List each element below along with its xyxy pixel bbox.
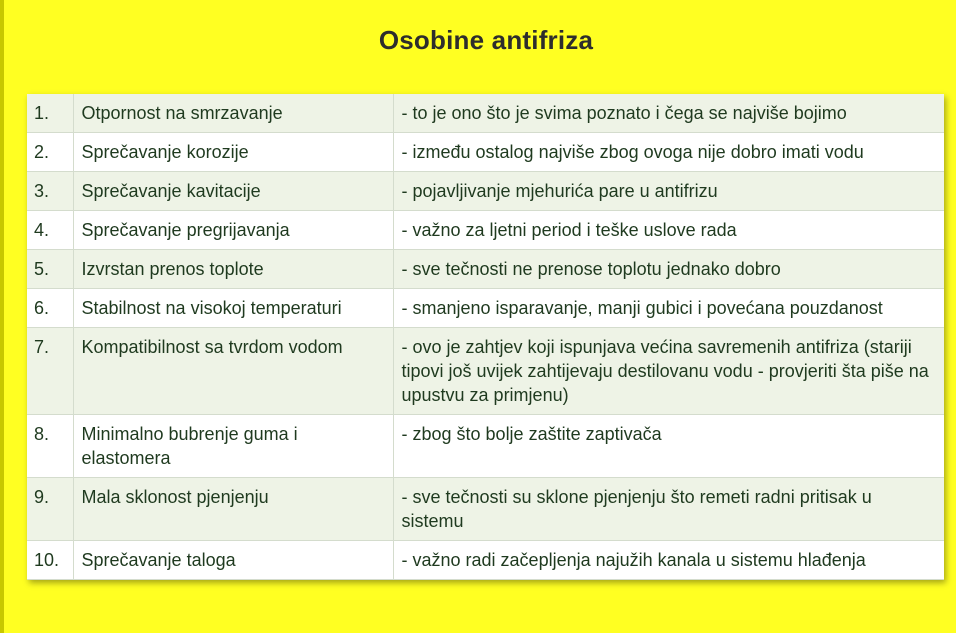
property-name: Mala sklonost pjenjenju [73, 478, 393, 541]
table-row [27, 541, 944, 580]
row-number: 5. [27, 250, 73, 289]
property-name: Stabilnost na visokoj temperaturi [73, 289, 393, 328]
row-number: 1. [27, 94, 73, 133]
table-row [27, 211, 944, 250]
table-row [27, 289, 944, 328]
properties-table-grid [27, 94, 944, 580]
table-row [27, 133, 944, 172]
property-name: Sprečavanje korozije [73, 133, 393, 172]
property-description: - to je ono što je svima poznato i čega se najviše bojimo [393, 94, 944, 133]
row-number: 2. [27, 133, 73, 172]
property-name: Sprečavanje taloga [73, 541, 393, 580]
property-description: - zbog što bolje zaštite zaptivača [393, 415, 944, 478]
property-description: - između ostalog najviše zbog ovoga nije dobro imati vodu [393, 133, 944, 172]
property-description: - važno radi začepljenja najužih kanala u sistemu hlađenja [393, 541, 944, 580]
property-description: - sve tečnosti su sklone pjenjenju što remeti radni pritisak u sistemu [393, 478, 944, 541]
row-number: 8. [27, 415, 73, 478]
row-number: 10. [27, 541, 73, 580]
row-number: 4. [27, 211, 73, 250]
property-name: Kompatibilnost sa tvrdom vodom [73, 328, 393, 415]
page-title: Osobine antifriza [378, 25, 594, 55]
property-name: Minimalno bubrenje guma i elastomera [73, 415, 393, 478]
table-body [27, 94, 944, 580]
table-row [27, 250, 944, 289]
table-row [27, 478, 944, 541]
row-number: 6. [27, 289, 73, 328]
row-number: 3. [27, 172, 73, 211]
table-row [27, 415, 944, 478]
property-description: - pojavljivanje mjehurića pare u antifrizu [393, 172, 944, 211]
property-description: - važno za ljetni period i teške uslove rada [393, 211, 944, 250]
table-row [27, 172, 944, 211]
property-description: - sve tečnosti ne prenose toplotu jednako dobro [393, 250, 944, 289]
left-edge-strip [0, 0, 4, 633]
table-row [27, 328, 944, 415]
property-name: Otpornost na smrzavanje [73, 94, 393, 133]
property-description: - smanjeno isparavanje, manji gubici i povećana pouzdanost [393, 289, 944, 328]
table-row [27, 94, 944, 133]
properties-table [27, 94, 944, 580]
property-name: Sprečavanje pregrijavanja [73, 211, 393, 250]
property-name: Izvrstan prenos toplote [73, 250, 393, 289]
row-number: 9. [27, 478, 73, 541]
property-description: - ovo je zahtjev koji ispunjava većina savremenih antifriza (stariji tipovi još uvijek zahtijevaju destilovanu vodu - provjeriti šta piše na upustvu za primjenu) [393, 328, 944, 415]
row-number: 7. [27, 328, 73, 415]
property-name: Sprečavanje kavitacije [73, 172, 393, 211]
